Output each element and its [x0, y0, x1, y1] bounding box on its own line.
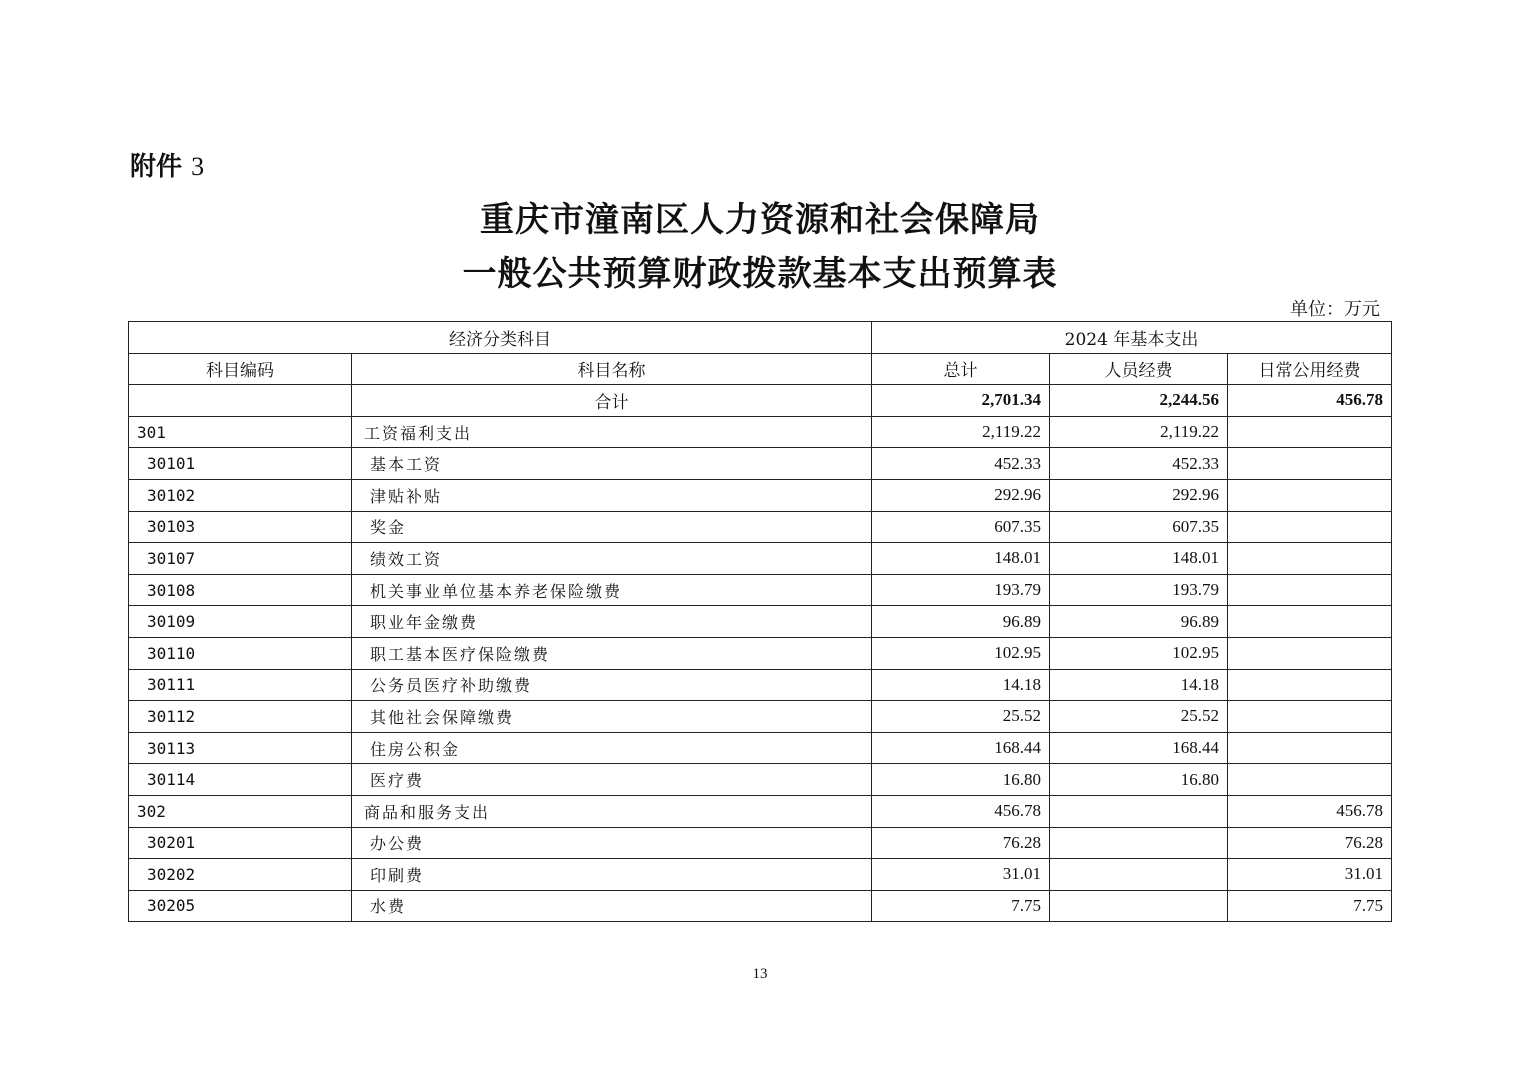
- row-public: [1228, 732, 1392, 764]
- table-row: [129, 701, 1392, 733]
- header-total: 总计: [872, 353, 1050, 385]
- group-header-basic: 2024 年基本支出: [872, 322, 1392, 354]
- row-personnel: [1050, 890, 1228, 922]
- row-personnel: 148.01: [1050, 543, 1228, 575]
- row-code: 30111: [129, 669, 352, 701]
- row-name: 商品和服务支出: [352, 795, 872, 827]
- row-public: [1228, 416, 1392, 448]
- annex-label: 附件 3: [130, 152, 205, 182]
- row-public: [1228, 479, 1392, 511]
- row-name: 机关事业单位基本养老保险缴费: [352, 574, 872, 606]
- row-total: 148.01: [872, 543, 1050, 575]
- total-label: 合计: [352, 385, 872, 417]
- table-row: [129, 511, 1392, 543]
- row-total: 16.80: [872, 764, 1050, 796]
- row-personnel: 168.44: [1050, 732, 1228, 764]
- row-total: 193.79: [872, 574, 1050, 606]
- row-total: 31.01: [872, 859, 1050, 891]
- table-row: [129, 574, 1392, 606]
- row-code: 30102: [129, 479, 352, 511]
- row-name: 印刷费: [352, 859, 872, 891]
- unit-label: 单位：万元: [1290, 299, 1380, 320]
- row-personnel: 607.35: [1050, 511, 1228, 543]
- row-personnel: 2,119.22: [1050, 416, 1228, 448]
- table-row: [129, 416, 1392, 448]
- row-public: 456.78: [1228, 795, 1392, 827]
- row-code: 30108: [129, 574, 352, 606]
- row-personnel: 25.52: [1050, 701, 1228, 733]
- row-total: 14.18: [872, 669, 1050, 701]
- row-total: 2,119.22: [872, 416, 1050, 448]
- table-row: [129, 543, 1392, 575]
- row-public: [1228, 606, 1392, 638]
- row-total: 168.44: [872, 732, 1050, 764]
- total-row: [129, 385, 1392, 417]
- row-total: 7.75: [872, 890, 1050, 922]
- page-number: 13: [752, 966, 768, 982]
- document-title-line2: 一般公共预算财政拨款基本支出预算表: [462, 254, 1058, 294]
- row-name: 职业年金缴费: [352, 606, 872, 638]
- column-header-row: [129, 353, 1392, 385]
- row-name: 基本工资: [352, 448, 872, 480]
- row-name: 职工基本医疗保险缴费: [352, 637, 872, 669]
- row-total: 76.28: [872, 827, 1050, 859]
- row-code: 30109: [129, 606, 352, 638]
- table-row: [129, 606, 1392, 638]
- row-name: 奖金: [352, 511, 872, 543]
- row-code: 30114: [129, 764, 352, 796]
- row-code: 30107: [129, 543, 352, 575]
- table-row: [129, 479, 1392, 511]
- total-total: 2,701.34: [872, 385, 1050, 417]
- table-row: [129, 859, 1392, 891]
- table-row: [129, 795, 1392, 827]
- row-name: 公务员医疗补助缴费: [352, 669, 872, 701]
- row-name: 医疗费: [352, 764, 872, 796]
- row-public: [1228, 448, 1392, 480]
- row-code: 30103: [129, 511, 352, 543]
- row-code: 301: [129, 416, 352, 448]
- table-row: [129, 637, 1392, 669]
- row-code: 302: [129, 795, 352, 827]
- row-personnel: [1050, 859, 1228, 891]
- row-code: 30110: [129, 637, 352, 669]
- row-public: [1228, 701, 1392, 733]
- row-total: 456.78: [872, 795, 1050, 827]
- header-personnel: 人员经费: [1050, 353, 1228, 385]
- row-name: 工资福利支出: [352, 416, 872, 448]
- row-public: 7.75: [1228, 890, 1392, 922]
- header-code: 科目编码: [129, 353, 352, 385]
- row-personnel: 193.79: [1050, 574, 1228, 606]
- row-total: 607.35: [872, 511, 1050, 543]
- table-row: [129, 890, 1392, 922]
- row-name: 水费: [352, 890, 872, 922]
- row-name: 办公费: [352, 827, 872, 859]
- row-public: [1228, 543, 1392, 575]
- row-total: 102.95: [872, 637, 1050, 669]
- row-public: 76.28: [1228, 827, 1392, 859]
- total-personnel: 2,244.56: [1050, 385, 1228, 417]
- group-header-economic: 经济分类科目: [129, 322, 872, 354]
- row-name: 住房公积金: [352, 732, 872, 764]
- row-public: [1228, 511, 1392, 543]
- row-name: 津贴补贴: [352, 479, 872, 511]
- row-public: [1228, 574, 1392, 606]
- table-row: [129, 448, 1392, 480]
- row-code: 30112: [129, 701, 352, 733]
- row-code: 30201: [129, 827, 352, 859]
- row-personnel: [1050, 795, 1228, 827]
- row-personnel: 452.33: [1050, 448, 1228, 480]
- row-code: 30202: [129, 859, 352, 891]
- row-code: 30101: [129, 448, 352, 480]
- table-row: [129, 732, 1392, 764]
- group-header-row: [129, 322, 1392, 354]
- header-name: 科目名称: [352, 353, 872, 385]
- row-code: 30205: [129, 890, 352, 922]
- row-total: 96.89: [872, 606, 1050, 638]
- row-personnel: 96.89: [1050, 606, 1228, 638]
- document-title-line1: 重庆市潼南区人力资源和社会保障局: [480, 200, 1040, 240]
- row-personnel: 16.80: [1050, 764, 1228, 796]
- table-row: [129, 764, 1392, 796]
- row-public: 31.01: [1228, 859, 1392, 891]
- header-public: 日常公用经费: [1228, 353, 1392, 385]
- total-public: 456.78: [1228, 385, 1392, 417]
- row-personnel: 14.18: [1050, 669, 1228, 701]
- row-total: 452.33: [872, 448, 1050, 480]
- budget-table: [128, 321, 1392, 922]
- row-total: 25.52: [872, 701, 1050, 733]
- row-public: [1228, 764, 1392, 796]
- row-total: 292.96: [872, 479, 1050, 511]
- row-personnel: [1050, 827, 1228, 859]
- row-name: 绩效工资: [352, 543, 872, 575]
- row-code: 30113: [129, 732, 352, 764]
- total-code: [129, 385, 352, 417]
- row-personnel: 102.95: [1050, 637, 1228, 669]
- row-public: [1228, 637, 1392, 669]
- row-public: [1228, 669, 1392, 701]
- row-personnel: 292.96: [1050, 479, 1228, 511]
- row-name: 其他社会保障缴费: [352, 701, 872, 733]
- table-row: [129, 669, 1392, 701]
- table-row: [129, 827, 1392, 859]
